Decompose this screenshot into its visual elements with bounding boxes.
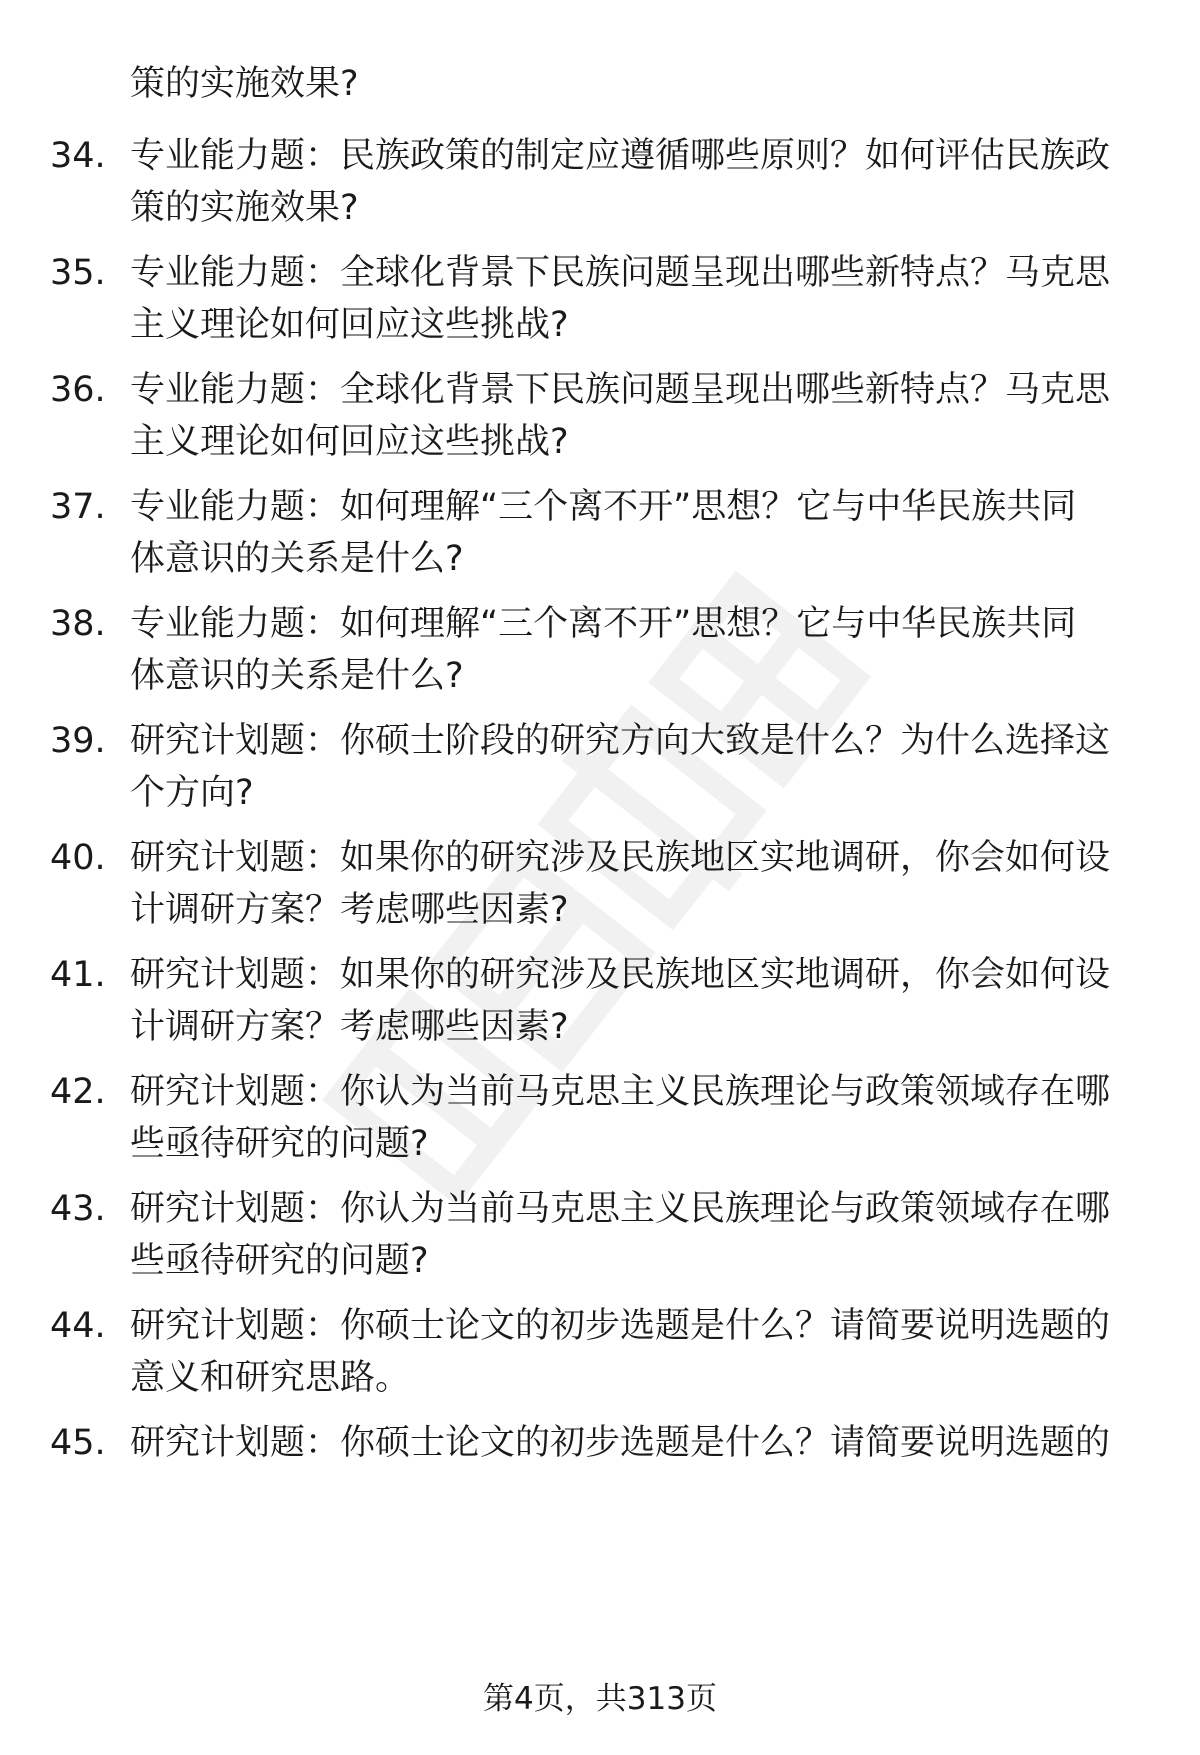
question-text-line: 研究计划题：你认为当前马克思主义民族理论与政策领域存在哪: [130, 1072, 1111, 1112]
question-item: [50, 481, 1150, 591]
question-number: 39.: [50, 721, 106, 761]
question-item: [50, 715, 1150, 825]
question-item: [50, 949, 1150, 1059]
question-text-line: 专业能力题：全球化背景下民族问题呈现出哪些新特点？马克思: [130, 253, 1111, 293]
question-text-line: 研究计划题：如果你的研究涉及民族地区实地调研，你会如何设: [130, 955, 1111, 995]
question-text-line: 研究计划题：你硕士阶段的研究方向大致是什么？为什么选择这: [130, 721, 1111, 761]
question-text-line: 研究计划题：如果你的研究涉及民族地区实地调研，你会如何设: [130, 838, 1111, 878]
question-text-line: 主义理论如何回应这些挑战?: [130, 422, 569, 462]
question-text-line: 主义理论如何回应这些挑战?: [130, 305, 569, 345]
question-item: [50, 1066, 1150, 1176]
question-item: [50, 1300, 1150, 1410]
question-number: 43.: [50, 1189, 106, 1229]
question-number: 38.: [50, 604, 106, 644]
question-number: 44.: [50, 1306, 106, 1346]
continued-text: 策的实施效果?: [130, 64, 359, 104]
question-number: 40.: [50, 838, 106, 878]
question-item: [50, 1417, 1150, 1477]
question-item: [50, 832, 1150, 942]
question-number: 42.: [50, 1072, 106, 1112]
question-text-line: 计调研方案？考虑哪些因素?: [130, 890, 569, 930]
question-text-line: 研究计划题：你硕士论文的初步选题是什么？请简要说明选题的: [130, 1306, 1111, 1346]
question-number: 41.: [50, 955, 106, 995]
question-number: 45.: [50, 1423, 106, 1463]
question-text-line: 研究计划题：你硕士论文的初步选题是什么？请简要说明选题的: [130, 1423, 1111, 1463]
question-text-line: 专业能力题：如何理解“三个离不开”思想？它与中华民族共同: [130, 487, 1077, 527]
question-number: 36.: [50, 370, 106, 410]
question-text-line: 专业能力题：全球化背景下民族问题呈现出哪些新特点？马克思: [130, 370, 1111, 410]
question-item: [50, 598, 1150, 708]
question-text-line: 个方向?: [130, 773, 254, 813]
question-text-line: 些亟待研究的问题?: [130, 1124, 429, 1164]
question-item: [50, 130, 1150, 240]
page-footer: 第4页，共313页: [483, 1681, 717, 1717]
question-text-line: 专业能力题：民族政策的制定应遵循哪些原则？如何评估民族政: [130, 136, 1111, 176]
question-text-line: 专业能力题：如何理解“三个离不开”思想？它与中华民族共同: [130, 604, 1077, 644]
question-text-line: 计调研方案？考虑哪些因素?: [130, 1007, 569, 1047]
question-item: [50, 364, 1150, 474]
question-text-line: 研究计划题：你认为当前马克思主义民族理论与政策领域存在哪: [130, 1189, 1111, 1229]
question-text-line: 意义和研究思路。: [130, 1358, 411, 1398]
question-item: [50, 1183, 1150, 1293]
question-item: [50, 247, 1150, 357]
question-text-line: 策的实施效果?: [130, 188, 359, 228]
question-number: 37.: [50, 487, 106, 527]
question-text-line: 些亟待研究的问题?: [130, 1241, 429, 1281]
question-text-line: 体意识的关系是什么?: [130, 656, 464, 696]
question-number: 35.: [50, 253, 106, 293]
question-number: 34.: [50, 136, 106, 176]
question-text-line: 体意识的关系是什么?: [130, 539, 464, 579]
